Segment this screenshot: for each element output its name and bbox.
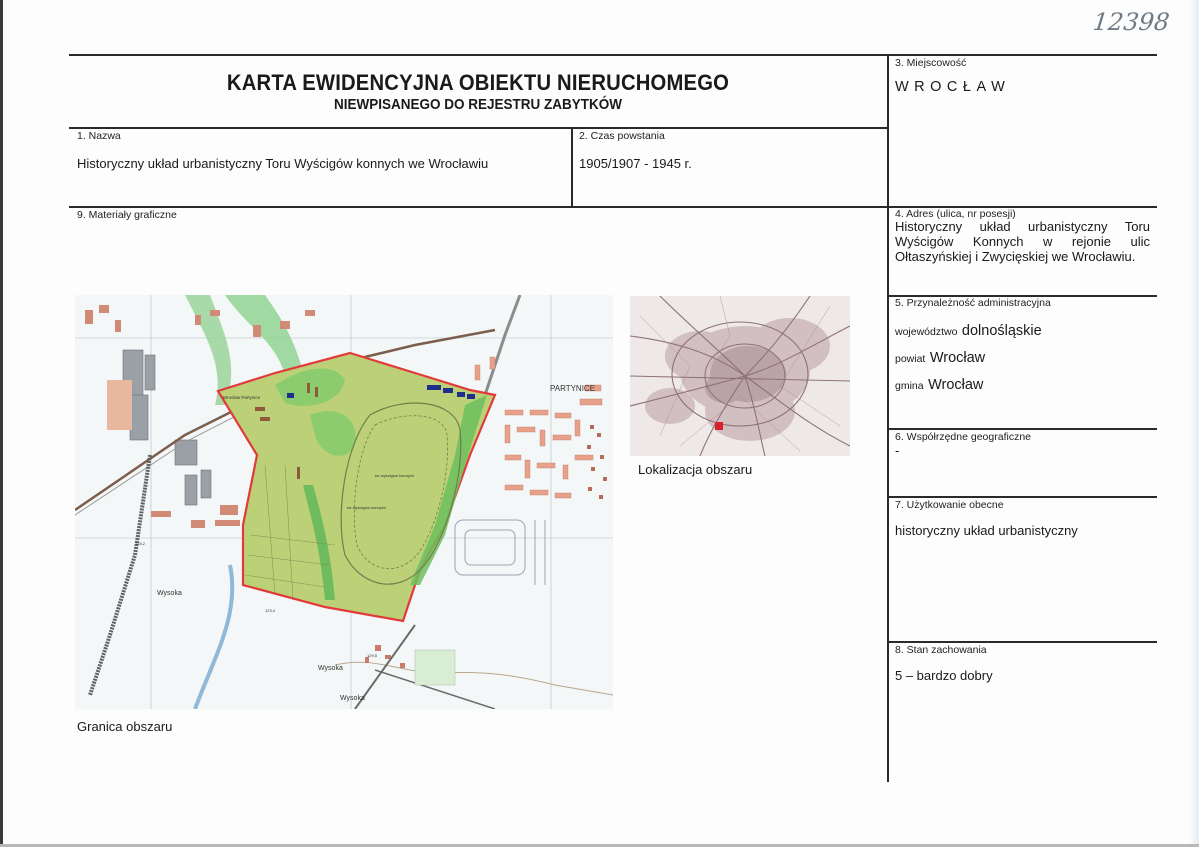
form-rule-usage bbox=[887, 496, 1157, 498]
map-label-elev1: 128,2 bbox=[135, 541, 146, 546]
coords-label: 6. Współrzędne geograficzne bbox=[895, 431, 1031, 443]
admin-voivodeship bbox=[895, 322, 1042, 340]
county-value: Wrocław bbox=[929, 350, 986, 366]
scan-left-edge bbox=[0, 0, 3, 847]
name-value: Historyczny układ urbanistyczny Toru Wyścigów konnych we Wrocławiu bbox=[77, 156, 489, 171]
form-name-time-divider bbox=[571, 127, 573, 206]
boundary-map-caption: Granica obszaru bbox=[77, 719, 173, 734]
map-label-racecourse2: tor wyścigów konnych bbox=[347, 505, 386, 510]
usage-label: 7. Użytkowanie obecne bbox=[895, 499, 1004, 511]
admin-commune bbox=[895, 376, 983, 394]
form-rule-name bbox=[69, 127, 887, 129]
address-value: Historyczny układ urbanistyczny Toru Wyścigów Konnych w rejonie ulic Ołtaszyńskiej i Zwycięskiej we Wrocławiu. bbox=[895, 219, 1150, 264]
place-label: 3. Miejscowość bbox=[895, 57, 967, 69]
name-label: 1. Nazwa bbox=[77, 130, 121, 142]
coords-value: - bbox=[895, 443, 900, 458]
form-top-rule bbox=[69, 54, 1157, 56]
map-label-elev3: 129,5 bbox=[367, 653, 378, 658]
map-label-racecourse: tor wyścigów konnych bbox=[375, 473, 414, 478]
voivodeship-value: dolnośląskie bbox=[961, 323, 1042, 339]
graphics-label: 9. Materiały graficzne bbox=[77, 209, 177, 221]
map-label-wysoka-south: Wysoka bbox=[318, 665, 343, 672]
admin-label: 5. Przynależność administracyjna bbox=[895, 297, 1051, 309]
form-rule-coords bbox=[887, 428, 1157, 430]
map-label-wysoka-south2: Wysoka bbox=[340, 695, 365, 702]
form-column-divider bbox=[887, 54, 889, 782]
voivodeship-prefix: województwo bbox=[895, 326, 958, 338]
archive-number: 12398 bbox=[1091, 8, 1171, 36]
boundary-map bbox=[75, 295, 613, 709]
map-label-wysoka-west: Wysoka bbox=[157, 590, 182, 597]
scan-right-edge bbox=[1189, 0, 1199, 847]
location-map-caption: Lokalizacja obszaru bbox=[638, 462, 753, 477]
condition-label: 8. Stan zachowania bbox=[895, 644, 987, 656]
map-label-partynice: PARTYNICE bbox=[550, 384, 596, 393]
admin-county bbox=[895, 349, 985, 367]
map-label-station: Wrocław Partynice bbox=[223, 395, 261, 400]
commune-prefix: gmina bbox=[895, 380, 924, 392]
commune-value: Wrocław bbox=[928, 377, 984, 393]
condition-value: 5 – bardzo dobry bbox=[895, 668, 993, 683]
map-label-elev2: 123,4 bbox=[265, 608, 276, 613]
time-value: 1905/1907 - 1945 r. bbox=[579, 156, 692, 171]
form-rule-condition bbox=[887, 641, 1157, 643]
usage-value: historyczny układ urbanistyczny bbox=[895, 523, 1078, 538]
address-label: 4. Adres (ulica, nr posesji) bbox=[895, 208, 1016, 220]
document-subtitle: NIEWPISANEGO DO REJESTRU ZABYTKÓW bbox=[333, 96, 623, 113]
document-title: KARTA EWIDENCYJNA OBIEKTU NIERUCHOMEGO bbox=[226, 70, 730, 95]
time-label: 2. Czas powstania bbox=[579, 130, 665, 142]
place-value: WROCŁAW bbox=[895, 79, 1011, 95]
location-marker bbox=[715, 422, 723, 430]
county-prefix: powiat bbox=[895, 353, 926, 365]
location-map bbox=[630, 296, 850, 456]
